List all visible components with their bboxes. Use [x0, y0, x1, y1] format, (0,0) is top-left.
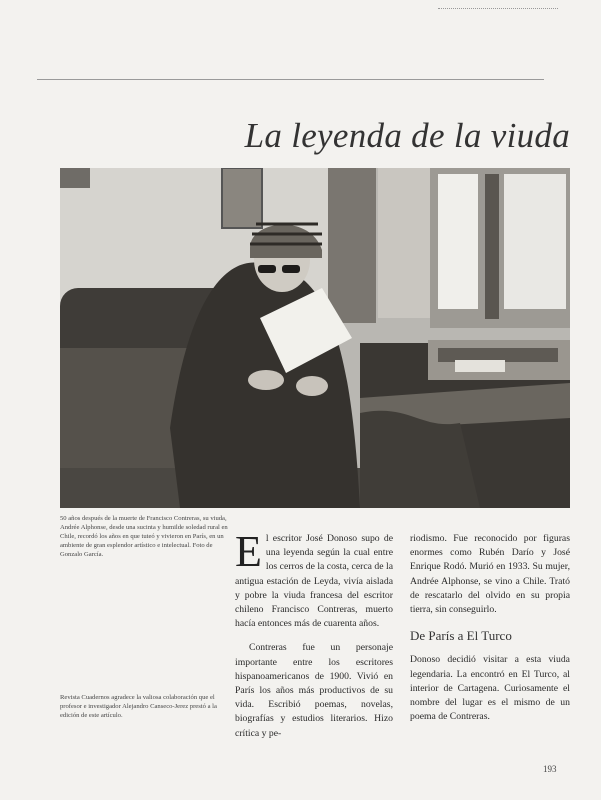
- paragraph-4: Donoso decidió visitar a esta viuda legendaria. La encontró en El Turco, al interior de Cartagena. Curiosamente el nombre del lugar es el mismo de un poema de Contreras.: [410, 654, 570, 723]
- paragraph-3: riodismo. Fue reconocido por figuras enormes como Rubén Darío y José Enrique Rodó. Murió en 1933. Su mujer, Andrée Alphonse, se vino a Chile. Trató de rescatarlo del olvido en su propia tierra, sin conseguirlo.: [410, 533, 570, 616]
- article-photo: [60, 168, 570, 508]
- paragraph-2: Contreras fue un personaje importante entre los escritores hispanoamericanos de 1900. Vivió en París los años más productivos de su vida. Escribió poemas, novelas, biografías y estudios literarios. Hizo crítica y pe-: [235, 642, 393, 739]
- credit-note: Revista Cuadernos agradece la valiosa colaboración que el profesor e investigador Alejandro Canseco-Jerez prestó a la edición de este artículo.: [60, 694, 217, 719]
- header-scribble: [438, 0, 558, 9]
- paragraph-1: [235, 527, 393, 631]
- section-subheading: De París a El Turco: [410, 628, 512, 644]
- paragraph-1-text: l escritor José Donoso supo de una leyenda según la cual entre los cerros de la costa, cerca de la antigua estación de Leyda, vivía aislada y pobre la viuda francesa del escritor chileno Francisco Contreras, muerto hacía entonces más de cuarenta años.: [235, 533, 393, 630]
- page-number: 193: [543, 764, 557, 774]
- drop-cap: E: [235, 527, 262, 576]
- body-column-2: [410, 532, 570, 724]
- header-rule: [37, 79, 544, 80]
- body-column-1: [235, 527, 393, 741]
- article-title: La leyenda de la viuda: [244, 116, 570, 155]
- photo-caption: 50 años después de la muerte de Francisco Contreras, su viuda, Andrée Alphonse, desde una sucinta y humilde soledad rural en Chile, recordó los años en que tuteó y vivieron en París, en un ambiente de gran esplendor artístico e intelectual. Foto de Gonzalo García.: [60, 515, 228, 558]
